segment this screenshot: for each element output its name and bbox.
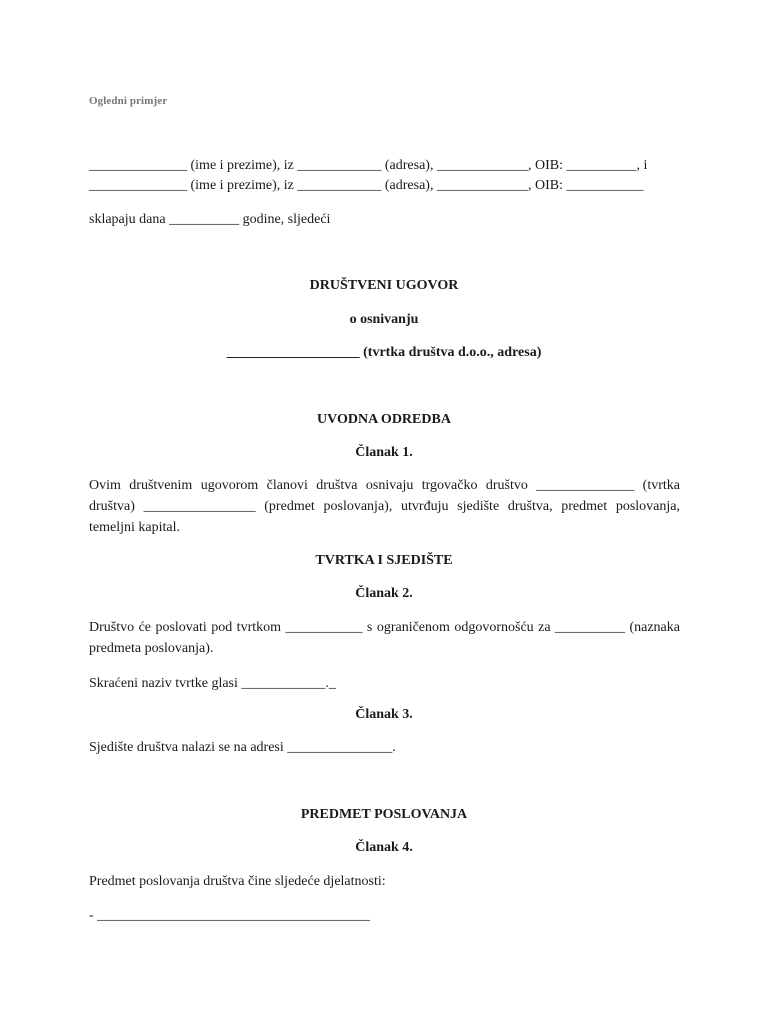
document-title: DRUŠTVENI UGOVOR [309,278,459,293]
document-subtitle: o osnivanju [349,312,419,327]
business-heading: PREDMET POSLOVANJA [300,807,468,822]
date-line: sklapaju dana __________ godine, sljedeći [89,212,331,227]
article-4-text: Predmet poslovanja društva čine sljedeće djelatnosti: [89,874,386,889]
article-1-heading: Članak 1. [355,445,413,460]
article-2-short-name: Skraćeni naziv tvrtke glasi ____________._ [89,676,336,691]
article-1-text: Ovim društvenim ugovorom članovi društva osnivaju trgovačko društvo ______________ (tvrtka društva) ________________ (predmet poslovanja), utvrđuju sjedište društva, predmet poslovanja, temeljni kapital. [89,478,680,535]
intro-heading: UVODNA ODREDBA [317,412,451,427]
party-line-1: ______________ (ime i prezime), iz ____________ (adresa), _____________, OIB: __________, i [89,158,648,173]
firm-heading: TVRTKA I SJEDIŠTE [315,553,453,568]
company-line: ___________________ (tvrtka društva d.o.o., adresa) [226,345,542,360]
article-2-heading: Članak 2. [355,586,413,601]
article-2-text: Društvo će poslovati pod tvrtkom ___________ s ograničenom odgovornošću za __________ (naznaka predmeta poslovanja). [89,620,680,656]
article-3-heading: Članak 3. [355,707,413,722]
article-4-item: - _______________________________________ [89,908,371,923]
party-line-2: ______________ (ime i prezime), iz ____________ (adresa), _____________, OIB: ___________ [89,178,644,193]
article-4-heading: Članak 4. [355,840,413,855]
article-3-text: Sjedište društva nalazi se na adresi _______________. [89,740,396,755]
sample-label: Ogledni primjer [89,95,168,107]
